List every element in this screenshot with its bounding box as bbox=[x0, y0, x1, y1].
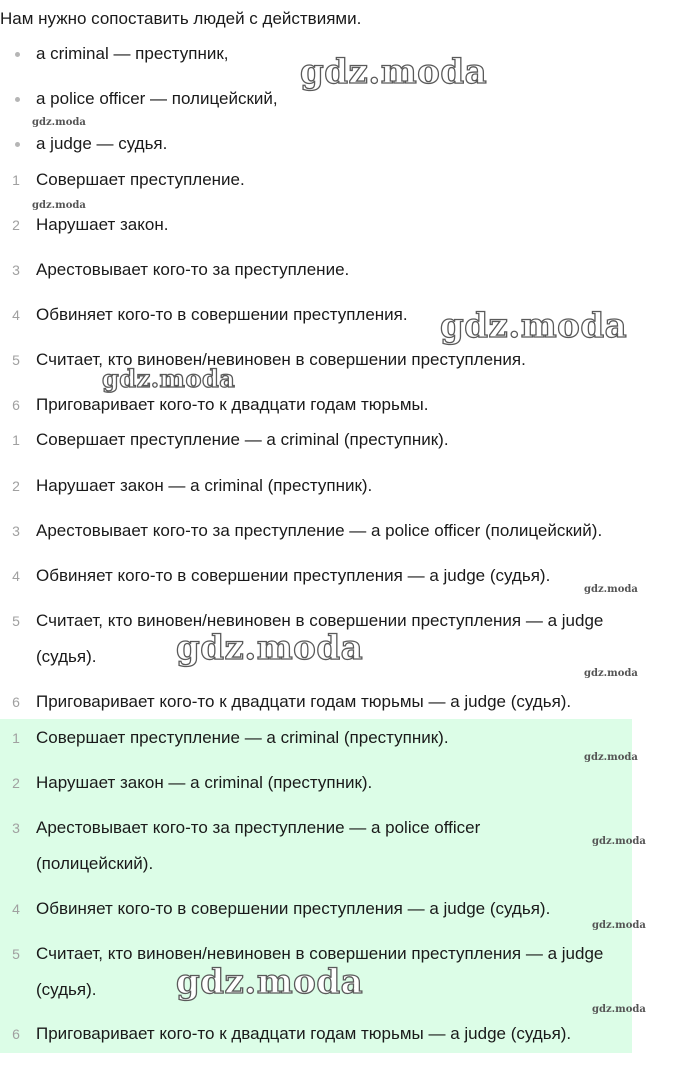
watermark-logo: gdz.moda bbox=[176, 628, 364, 668]
intro-text: Нам нужно сопоставить людей с действиями. bbox=[0, 9, 362, 28]
list-number: 5 bbox=[12, 613, 20, 629]
bullet-dot-icon bbox=[15, 142, 20, 147]
watermark-logo: gdz.moda bbox=[440, 306, 628, 346]
watermark-logo: gdz.moda bbox=[300, 52, 488, 92]
list-number: 3 bbox=[12, 523, 20, 539]
list-number: 2 bbox=[12, 478, 20, 494]
watermark-small: gdz.moda bbox=[32, 117, 86, 128]
list-number: 4 bbox=[12, 307, 20, 323]
list-number: 5 bbox=[12, 352, 20, 368]
list-number: 2 bbox=[12, 217, 20, 233]
bullet-dot-icon bbox=[15, 97, 20, 102]
list-number: 3 bbox=[12, 820, 20, 836]
watermark-small: gdz.moda bbox=[584, 584, 638, 595]
list-number: 2 bbox=[12, 775, 20, 791]
list-number: 1 bbox=[12, 432, 20, 448]
list-number: 6 bbox=[12, 1026, 20, 1042]
watermark-logo: gdz.moda bbox=[176, 962, 364, 1002]
list-number: 4 bbox=[12, 901, 20, 917]
bullet-dot-icon bbox=[15, 52, 20, 57]
watermark-small: gdz.moda bbox=[592, 836, 646, 847]
watermark-logo: gdz.moda bbox=[102, 364, 236, 393]
solution-page: Нам нужно сопоставить людей с действиями. a criminal — преступник, a police officer — полицейский, a judge — судья. 1 Совершает преступление. 2 Нарушает закон. 3 Арестовывает кого-то за преступление. 4 Обвиняет кого-то в совершении преступления. 5 Считает, кто виновен/невиновен в совершении преступления. 6 Приговаривает кого-то к двадцати годам тюрьмы. 1 Совершает преступление — a criminal (преступник). 2 Нарушает закон — a criminal (преступник). 3 Арестовывает кого-то за преступление — a police officer (полицейский). 4 Обвиняет кого-то в совершении преступления — a judge (судья). 5 Считает, кто виновен/невиновен в совершении преступления — a judge (судья). 6 Приговаривает кого-то к двадцати годам тюрьмы — a judge (судья). 1 Совершает преступление — a criminal (преступник). 2 Нарушает закон — a criminal (преступник). 3 Арестовывает кого-то за преступление — a police officer (полицейский). 4 Обвиняет кого-то в совершении преступления — a judge (судья). 5 Считает, кто виновен/невиновен в совершении преступления — a judge (судья). 6 Приговаривает кого-то к двадцати годам тюрьмы — a judge (судья). gdz.moda gdz.moda gdz.moda gdz.moda gdz.moda gdz.moda gdz.moda gdz.moda gdz.moda gdz.moda gdz.moda gdz.moda gdz.moda bbox=[0, 0, 680, 1088]
list-number: 1 bbox=[12, 730, 20, 746]
watermark-small: gdz.moda bbox=[592, 920, 646, 931]
list-number: 6 bbox=[12, 397, 20, 413]
watermark-small: gdz.moda bbox=[592, 1004, 646, 1015]
list-number: 3 bbox=[12, 262, 20, 278]
watermark-small: gdz.moda bbox=[584, 668, 638, 679]
list-number: 6 bbox=[12, 694, 20, 710]
list-number: 1 bbox=[12, 172, 20, 188]
watermark-small: gdz.moda bbox=[32, 200, 86, 211]
list-number: 5 bbox=[12, 946, 20, 962]
watermark-small: gdz.moda bbox=[584, 752, 638, 763]
list-number: 4 bbox=[12, 568, 20, 584]
